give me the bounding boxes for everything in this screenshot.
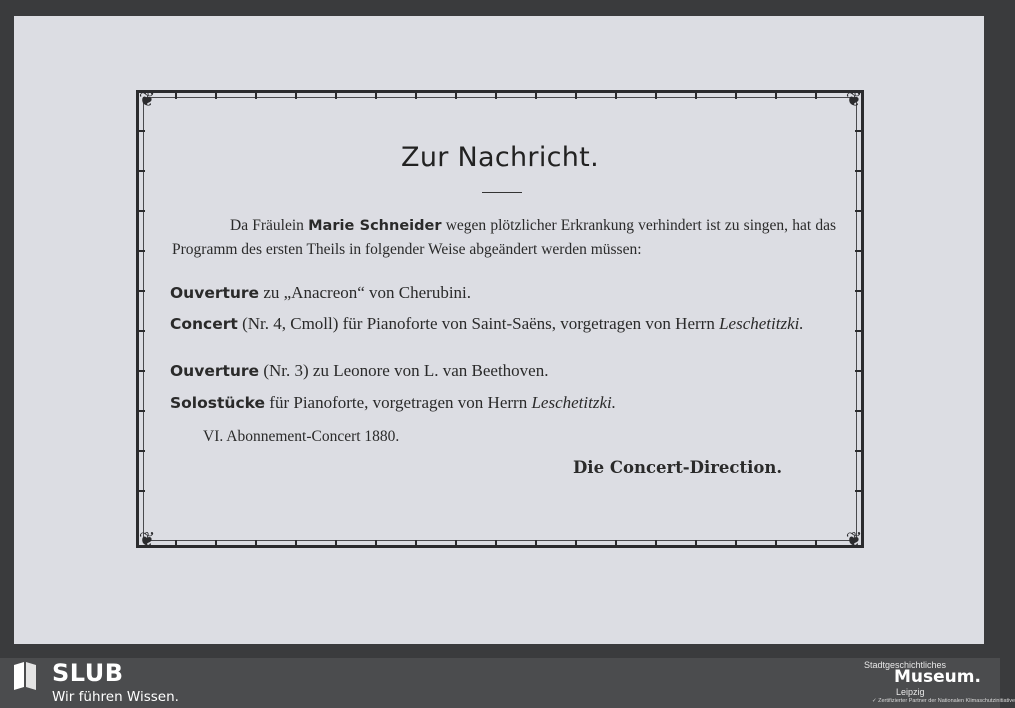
page-title: Zur Nachricht. — [401, 142, 599, 173]
corner-ornament-icon: ❦ — [138, 527, 156, 551]
border-tick — [455, 540, 457, 548]
border-tick — [137, 410, 145, 412]
intro-paragraph — [172, 214, 836, 262]
border-tick — [615, 91, 617, 99]
border-tick — [695, 540, 697, 548]
border-tick — [137, 250, 145, 252]
slub-logo-text[interactable]: SLUB — [52, 659, 124, 687]
border-tick — [137, 330, 145, 332]
program-item-keyword: Concert — [170, 315, 238, 333]
border-tick — [855, 410, 863, 412]
program-item — [170, 282, 836, 304]
border-tick — [295, 91, 297, 99]
border-tick — [775, 91, 777, 99]
border-tick — [455, 91, 457, 99]
border-tick — [535, 540, 537, 548]
border-tick — [415, 540, 417, 548]
border-tick — [855, 330, 863, 332]
border-tick — [335, 91, 337, 99]
corner-ornament-icon: ❦ — [138, 87, 156, 111]
border-tick — [137, 490, 145, 492]
border-tick — [535, 91, 537, 99]
program-item-text: zu „Anacreon“ von Cherubini. — [259, 283, 472, 302]
border-tick — [575, 91, 577, 99]
border-tick — [695, 91, 697, 99]
border-tick — [615, 540, 617, 548]
border-tick — [735, 540, 737, 548]
border-tick — [215, 540, 217, 548]
program-item-performer: Leschetitzki. — [719, 314, 804, 333]
corner-ornament-icon: ❦ — [845, 87, 863, 111]
border-tick — [175, 540, 177, 548]
border-tick — [855, 130, 863, 132]
program-item — [170, 313, 836, 335]
border-tick — [855, 450, 863, 452]
border-tick — [137, 210, 145, 212]
museum-certificate: ✓ Zertifizierter Partner der Nationalen Klimaschutzinitiative — [872, 698, 1015, 704]
border-tick — [495, 91, 497, 99]
border-tick — [137, 130, 145, 132]
border-tick — [735, 91, 737, 99]
border-tick — [855, 210, 863, 212]
border-tick — [775, 540, 777, 548]
slub-tagline: Wir führen Wissen. — [52, 689, 179, 705]
museum-logo-name[interactable]: Museum. — [894, 667, 981, 687]
title-divider — [482, 192, 522, 193]
program-item-text: für Pianoforte, vorgetragen von Herrn — [265, 393, 532, 412]
program-item-text: (Nr. 4, Cmoll) für Pianoforte von Saint-Saëns, vorgetragen von Herrn — [237, 314, 720, 333]
border-tick — [655, 91, 657, 99]
singer-name: Marie Schneider — [308, 218, 442, 234]
border-tick — [375, 91, 377, 99]
border-tick — [215, 91, 217, 99]
border-tick — [415, 91, 417, 99]
intro-text-pre: Da Fräulein — [230, 217, 309, 234]
slub-book-icon — [12, 661, 38, 691]
program-item-keyword: Ouverture — [170, 284, 260, 302]
border-tick — [815, 540, 817, 548]
border-tick — [255, 91, 257, 99]
border-tick — [375, 540, 377, 548]
border-tick — [855, 290, 863, 292]
border-tick — [575, 540, 577, 548]
border-tick — [137, 290, 145, 292]
museum-logo-top: Stadtgeschichtliches — [864, 660, 947, 670]
program-item-text: (Nr. 3) zu Leonore von L. van Beethoven. — [259, 361, 549, 380]
border-tick — [855, 490, 863, 492]
border-tick — [255, 540, 257, 548]
border-tick — [655, 540, 657, 548]
program-item-performer: Leschetitzki. — [531, 393, 616, 412]
program-item-keyword: Solostücke — [170, 394, 266, 412]
border-tick — [855, 250, 863, 252]
border-tick — [137, 370, 145, 372]
intro-text-post: wegen plötzlicher Erkrankung verhindert ist zu singen, hat das Programm des ersten Theils in folgender Weise abgeändert werden müssen: — [172, 217, 836, 258]
corner-ornament-icon: ❦ — [845, 527, 863, 551]
border-tick — [855, 370, 863, 372]
concert-note: VI. Abonnement-Concert 1880. — [203, 428, 400, 445]
program-item-keyword: Ouverture — [170, 362, 260, 380]
border-tick — [137, 450, 145, 452]
signature: Die Concert-Direction. — [573, 458, 783, 477]
program-item — [170, 392, 836, 414]
program-item — [170, 360, 836, 382]
border-tick — [175, 91, 177, 99]
border-tick — [295, 540, 297, 548]
border-tick — [495, 540, 497, 548]
border-tick — [335, 540, 337, 548]
museum-logo-city: Leipzig — [896, 687, 925, 697]
border-tick — [815, 91, 817, 99]
